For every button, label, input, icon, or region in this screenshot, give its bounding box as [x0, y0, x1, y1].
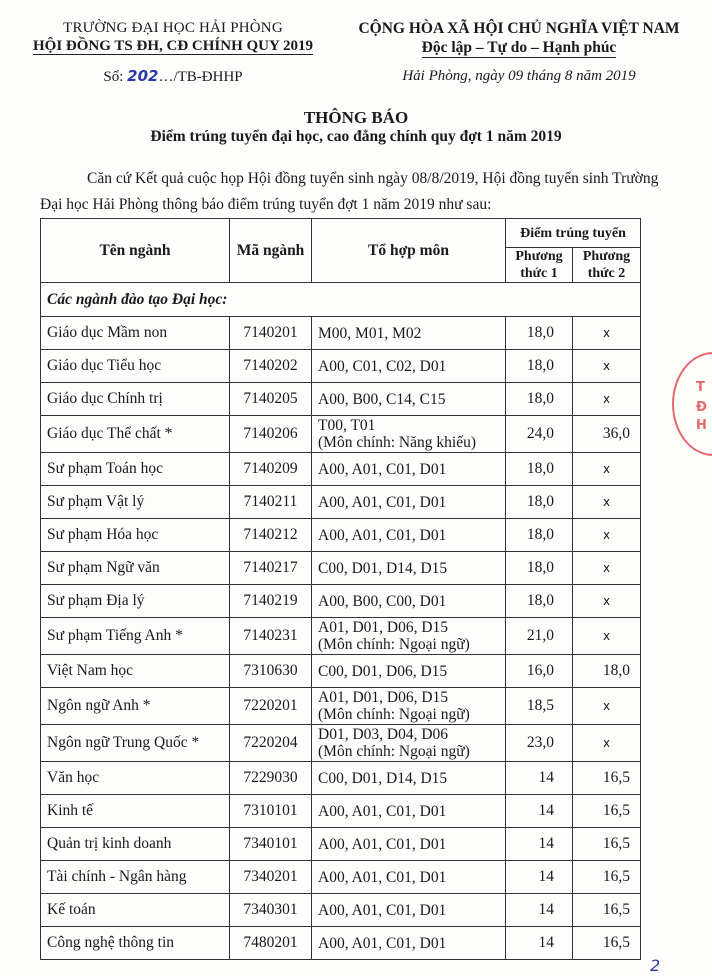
score-method1: 18,0	[506, 383, 573, 416]
col-header-combo: Tổ hợp môn	[312, 219, 506, 283]
table-row	[41, 795, 641, 828]
major-name: Giáo dục Chính trị	[41, 383, 230, 416]
score-method1: 23,0	[506, 725, 573, 762]
table-row	[41, 317, 641, 350]
subject-combination	[312, 861, 506, 894]
major-code: 7340101	[230, 828, 312, 861]
national-motto: Độc lập – Tự do – Hạnh phúc	[421, 39, 617, 56]
combo-codes: D01, D03, D04, D06	[318, 726, 449, 743]
subject-combination	[312, 552, 506, 585]
score-method1: 14	[506, 762, 573, 795]
major-name: Quản trị kinh doanh	[41, 828, 230, 861]
combo-codes: A00, B00, C00, D01	[318, 592, 447, 610]
admission-score-table	[40, 218, 641, 960]
combo-note: (Môn chính: Ngoại ngữ)	[318, 636, 470, 653]
score-method1: 18,0	[506, 585, 573, 618]
combo-codes: C00, D01, D14, D15	[318, 769, 448, 787]
col-header-method1: Phương thức 1	[506, 248, 573, 283]
combo-codes: T00, T01	[318, 417, 376, 434]
score-method2: 18,0	[573, 655, 641, 688]
score-method1: 18,0	[506, 350, 573, 383]
table-row	[41, 828, 641, 861]
major-code: 7140201	[230, 317, 312, 350]
score-method1: 16,0	[506, 655, 573, 688]
table-row	[41, 894, 641, 927]
notice-title: THÔNG BÁO	[303, 108, 409, 127]
score-method1: 18,0	[506, 486, 573, 519]
score-method2: 16,5	[573, 762, 641, 795]
notice-subtitle: Điểm trúng tuyển đại học, cao đẳng chính quy đợt 1 năm 2019	[150, 128, 562, 145]
table-row	[41, 762, 641, 795]
table-row	[41, 383, 641, 416]
subject-combination	[312, 486, 506, 519]
score-method1: 18,0	[506, 519, 573, 552]
major-code: 7140202	[230, 350, 312, 383]
major-name: Giáo dục Thể chất *	[41, 416, 230, 453]
major-code: 7340201	[230, 861, 312, 894]
table-row	[41, 655, 641, 688]
combo-codes: C00, D01, D06, D15	[318, 662, 448, 680]
combo-codes: A00, A01, C01, D01	[318, 901, 447, 919]
table-row	[41, 585, 641, 618]
combo-codes: A00, A01, C01, D01	[318, 526, 447, 544]
major-name: Sư phạm Toán học	[41, 453, 230, 486]
major-code: 7220204	[230, 725, 312, 762]
major-name: Sư phạm Tiếng Anh *	[41, 618, 230, 655]
score-method2: x	[573, 486, 641, 519]
subject-combination	[312, 585, 506, 618]
combo-codes: A00, A01, C01, D01	[318, 460, 447, 478]
major-code: 7140219	[230, 585, 312, 618]
subject-combination	[312, 655, 506, 688]
major-name: Giáo dục Tiểu học	[41, 350, 230, 383]
score-method2: 16,5	[573, 795, 641, 828]
header-left	[18, 20, 328, 86]
score-method2: x	[573, 453, 641, 486]
score-method2: x	[573, 725, 641, 762]
table-row	[41, 453, 641, 486]
table-row	[41, 552, 641, 585]
score-method1: 18,0	[506, 453, 573, 486]
score-method2: x	[573, 350, 641, 383]
document-number: Số: 202…/TB-ĐHHP	[103, 67, 243, 85]
score-method2: 16,5	[573, 894, 641, 927]
subject-combination	[312, 795, 506, 828]
header-right	[334, 20, 704, 85]
major-code: 7220201	[230, 688, 312, 725]
major-code: 7480201	[230, 927, 312, 960]
major-code: 7140211	[230, 486, 312, 519]
table-row	[41, 618, 641, 655]
table-row	[41, 688, 641, 725]
score-method1: 24,0	[506, 416, 573, 453]
score-method2: x	[573, 585, 641, 618]
major-code: 7140209	[230, 453, 312, 486]
subject-combination	[312, 894, 506, 927]
section-heading: Các ngành đào tạo Đại học:	[41, 283, 641, 317]
col-header-name: Tên ngành	[41, 219, 230, 283]
score-method1: 14	[506, 894, 573, 927]
combo-codes: A00, A01, C01, D01	[318, 835, 447, 853]
table-row	[41, 725, 641, 762]
major-name: Ngôn ngữ Trung Quốc *	[41, 725, 230, 762]
combo-codes: C00, D01, D14, D15	[318, 559, 448, 577]
score-method1: 21,0	[506, 618, 573, 655]
major-name: Sư phạm Hóa học	[41, 519, 230, 552]
score-method2: x	[573, 688, 641, 725]
major-code: 7310101	[230, 795, 312, 828]
subject-combination	[312, 383, 506, 416]
score-method1: 18,0	[506, 317, 573, 350]
combo-codes: A00, A01, C01, D01	[318, 802, 447, 820]
stamp-letter: Đ	[696, 400, 707, 415]
intro-paragraph: Căn cứ Kết quả cuộc họp Hội đồng tuyển sinh ngày 08/8/2019, Hội đồng tuyển sinh Trường Đại học Hải Phòng thông báo điểm trúng tuyển đợt 1 năm 2019 như sau:	[40, 170, 659, 213]
combo-codes: A01, D01, D06, D15	[318, 689, 449, 706]
major-name: Ngôn ngữ Anh *	[41, 688, 230, 725]
score-method2: x	[573, 618, 641, 655]
subject-combination	[312, 453, 506, 486]
council-name: HỘI ĐỒNG TS ĐH, CĐ CHÍNH QUY 2019	[32, 38, 314, 54]
subject-combination	[312, 350, 506, 383]
major-code: 7140217	[230, 552, 312, 585]
handwritten-number: 202	[127, 67, 159, 85]
score-method1: 18,5	[506, 688, 573, 725]
major-code: 7310630	[230, 655, 312, 688]
page-number: 2	[650, 956, 661, 975]
col-header-code: Mã ngành	[230, 219, 312, 283]
major-name: Sư phạm Ngữ văn	[41, 552, 230, 585]
subject-combination	[312, 927, 506, 960]
score-method2: x	[573, 383, 641, 416]
major-code: 7140231	[230, 618, 312, 655]
col-header-score: Điểm trúng tuyển	[506, 219, 641, 248]
stamp-letter: T	[696, 380, 705, 395]
major-name: Kế toán	[41, 894, 230, 927]
score-method1: 14	[506, 861, 573, 894]
combo-codes: A00, B00, C14, C15	[318, 390, 446, 408]
score-method1: 14	[506, 927, 573, 960]
score-method1: 18,0	[506, 552, 573, 585]
combo-codes: A00, A01, C01, D01	[318, 493, 447, 511]
combo-codes: A01, D01, D06, D15	[318, 619, 449, 636]
col-header-method2: Phương thức 2	[573, 248, 641, 283]
major-name: Sư phạm Vật lý	[41, 486, 230, 519]
combo-codes: M00, M01, M02	[318, 324, 422, 342]
subject-combination	[312, 618, 506, 655]
table-row	[41, 519, 641, 552]
major-code: 7340301	[230, 894, 312, 927]
major-name: Sư phạm Địa lý	[41, 585, 230, 618]
school-name: TRƯỜNG ĐẠI HỌC HẢI PHÒNG	[63, 20, 283, 36]
combo-codes: A00, C01, C02, D01	[318, 357, 447, 375]
combo-note: (Môn chính: Năng khiếu)	[318, 434, 476, 451]
combo-note: (Môn chính: Ngoại ngữ)	[318, 743, 470, 760]
subject-combination	[312, 688, 506, 725]
subject-combination	[312, 416, 506, 453]
score-method2: x	[573, 552, 641, 585]
table-row	[41, 927, 641, 960]
major-name: Kinh tế	[41, 795, 230, 828]
combo-codes: A00, A01, C01, D01	[318, 934, 447, 952]
major-code: 7140206	[230, 416, 312, 453]
major-name: Giáo dục Mầm non	[41, 317, 230, 350]
red-seal-stamp	[672, 352, 712, 456]
table-row	[41, 486, 641, 519]
major-name: Văn học	[41, 762, 230, 795]
score-method2: 36,0	[573, 416, 641, 453]
republic-name: CỘNG HÒA XÃ HỘI CHỦ NGHĨA VIỆT NAM	[358, 20, 680, 37]
score-method1: 14	[506, 828, 573, 861]
score-method2: x	[573, 519, 641, 552]
combo-note: (Môn chính: Ngoại ngữ)	[318, 706, 470, 723]
major-name: Tài chính - Ngân hàng	[41, 861, 230, 894]
major-name: Việt Nam học	[41, 655, 230, 688]
major-name: Công nghệ thông tin	[41, 927, 230, 960]
subject-combination	[312, 828, 506, 861]
score-method1: 14	[506, 795, 573, 828]
document-date: Hải Phòng, ngày 09 tháng 8 năm 2019	[402, 68, 636, 84]
score-method2: 16,5	[573, 927, 641, 960]
table-row	[41, 416, 641, 453]
score-method2: 16,5	[573, 861, 641, 894]
combo-codes: A00, A01, C01, D01	[318, 868, 447, 886]
subject-combination	[312, 725, 506, 762]
table-row	[41, 350, 641, 383]
score-method2: x	[573, 317, 641, 350]
subject-combination	[312, 317, 506, 350]
score-method2: 16,5	[573, 828, 641, 861]
table-row	[41, 861, 641, 894]
subject-combination	[312, 519, 506, 552]
major-code: 7140205	[230, 383, 312, 416]
stamp-letter: H	[696, 418, 707, 433]
subject-combination	[312, 762, 506, 795]
major-code: 7229030	[230, 762, 312, 795]
major-code: 7140212	[230, 519, 312, 552]
